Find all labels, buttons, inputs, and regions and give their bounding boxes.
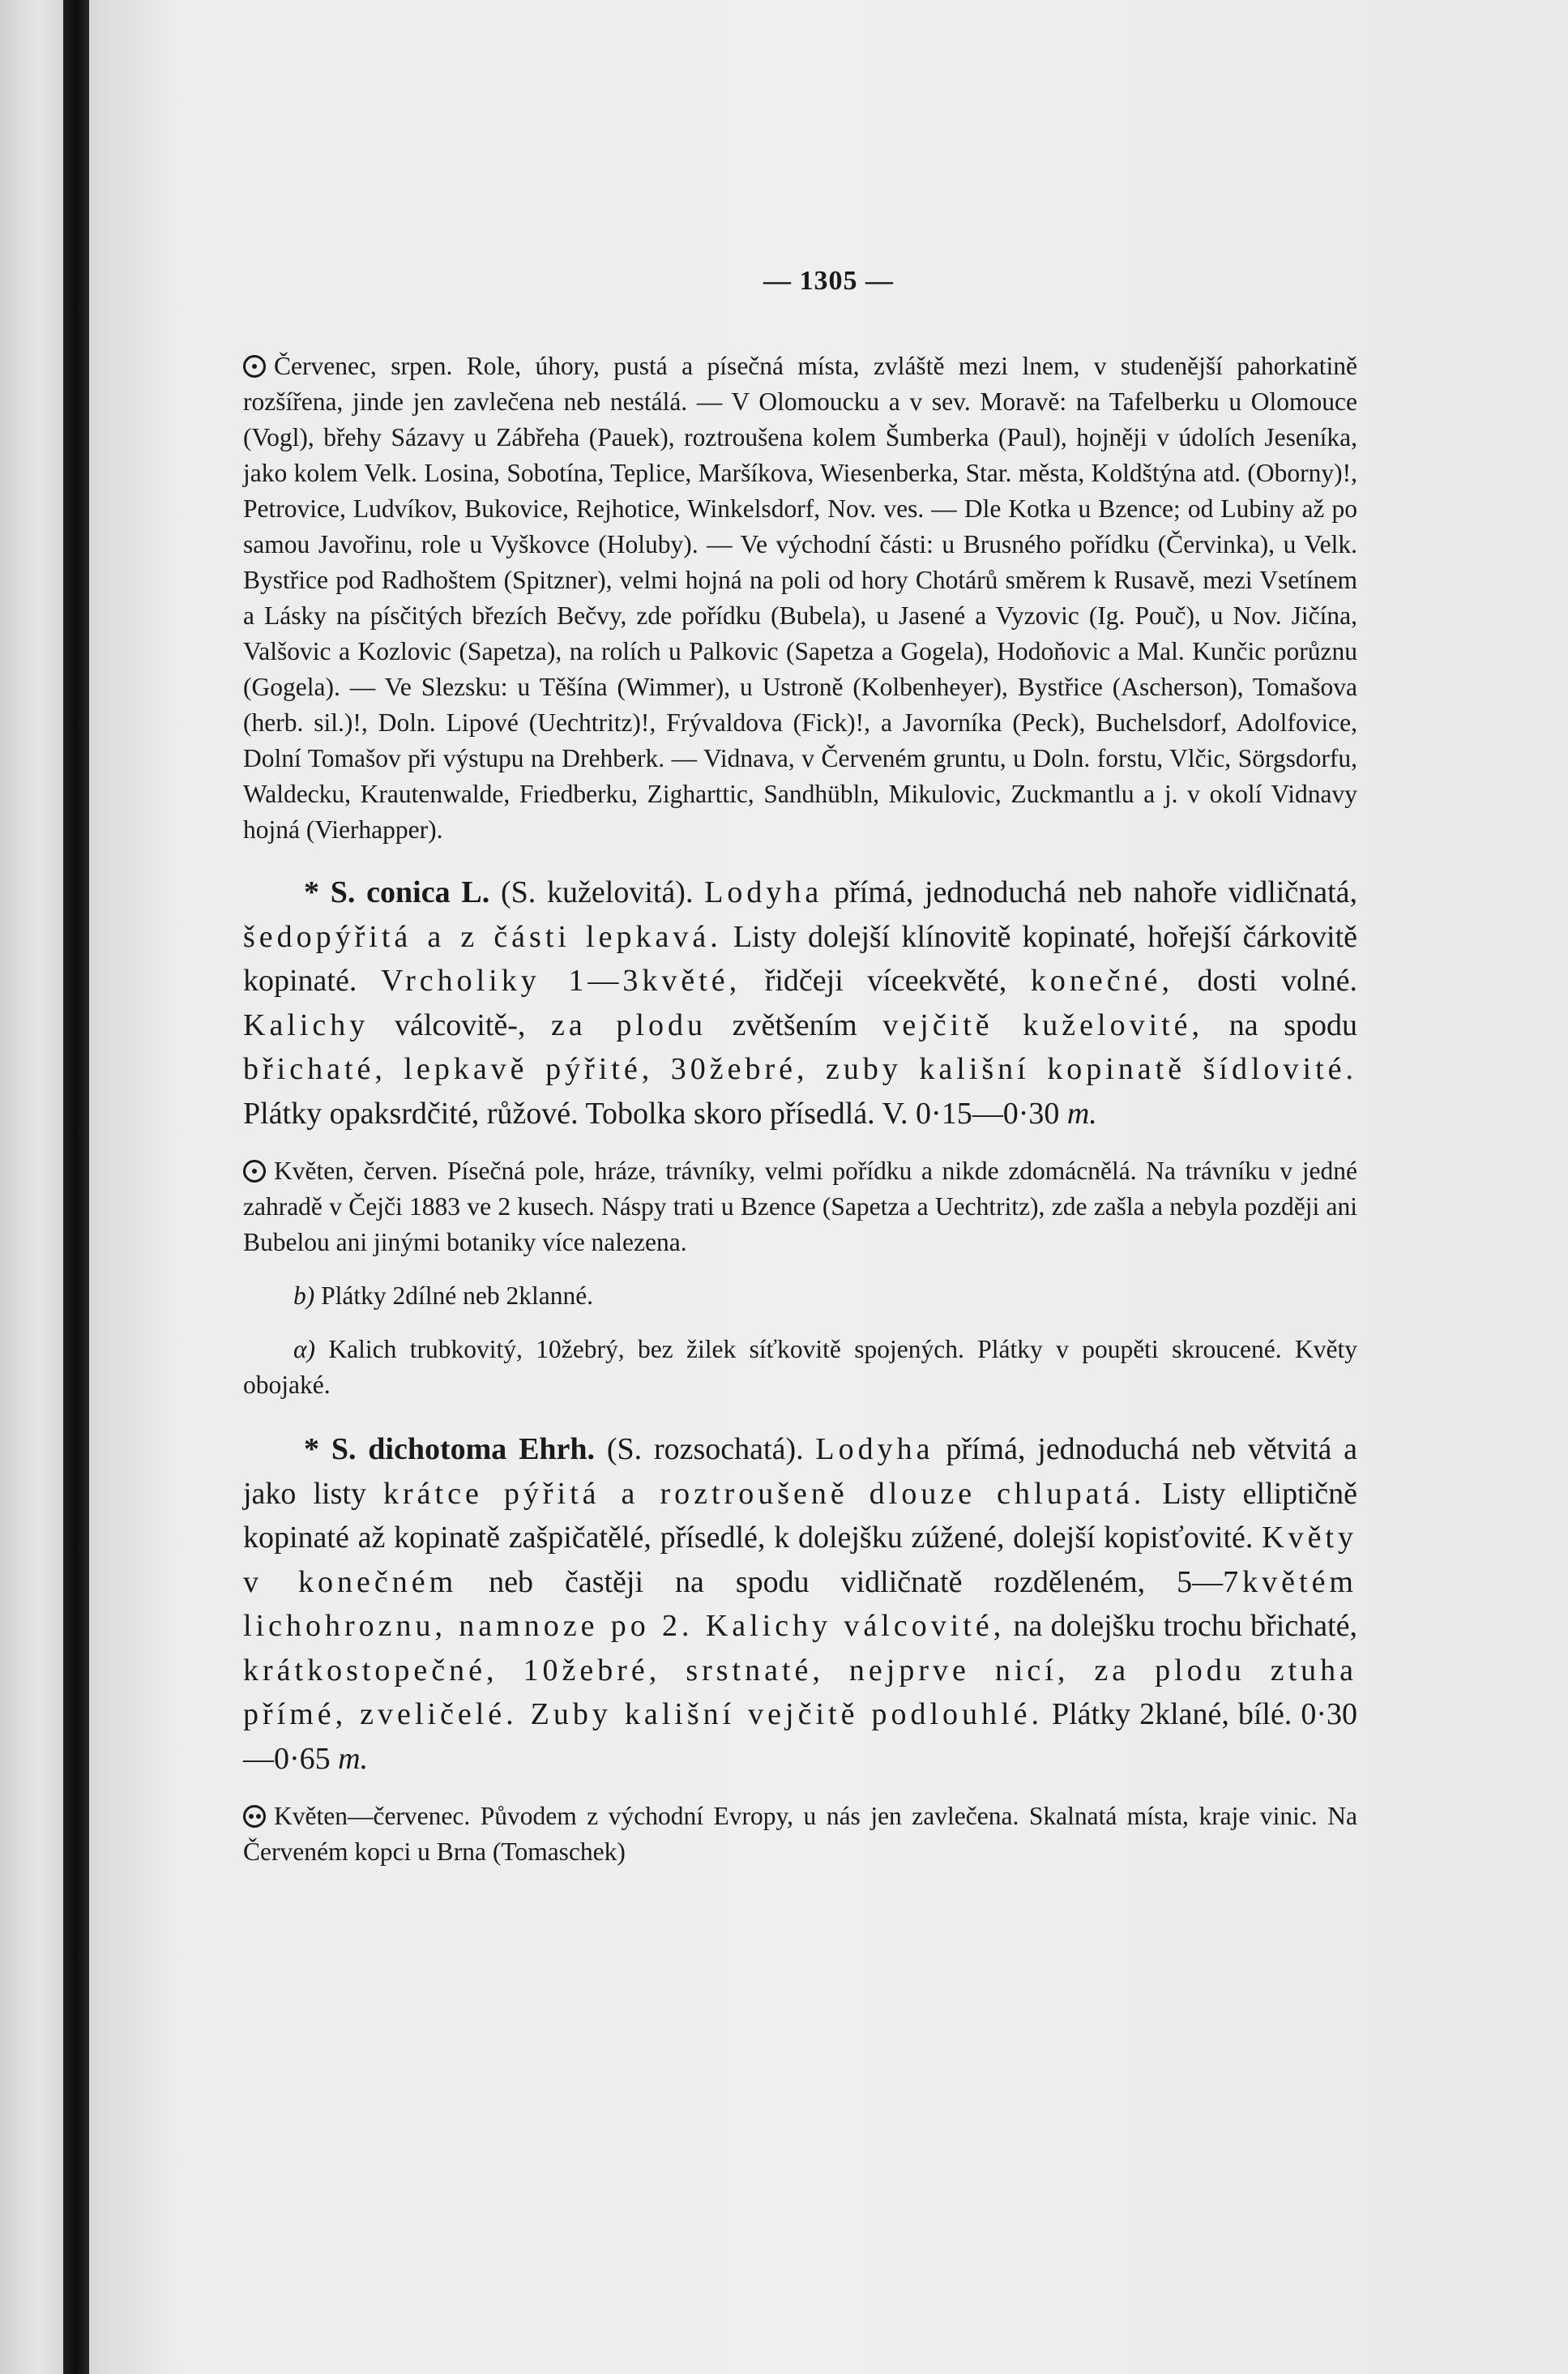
circle-two-dots-icon: [243, 1805, 266, 1828]
text: Listy elliptičně kopinaté až kopinatě zašpičatělé, přísedlé, k dolejšku zúžené, dolejší kopisťovité.: [243, 1476, 1357, 1555]
text: Plátky opaksrdčité, růžové. Tobolka skoro přísedlá. V. 0·15—0·30: [243, 1096, 1067, 1131]
species-czech-name: (S. rozsochatá).: [606, 1432, 804, 1466]
unit: m.: [1066, 1096, 1097, 1131]
facing-page-edge: [0, 0, 63, 2374]
emphasis: krátce pýřitá a roztroušeně dlouze chlupatá.: [383, 1476, 1146, 1511]
emphasis: Lodyha: [815, 1432, 934, 1466]
text: válcovitě-,: [369, 1007, 552, 1042]
species-czech-name: (S. kuželovitá).: [500, 875, 694, 909]
emphasis: Lodyha: [704, 875, 823, 909]
key-text: Kalich trubkovitý, 10žebrý, bez žilek síťkovitě spojených. Plátky v poupěti skroucené. Květy obojaké.: [243, 1335, 1357, 1399]
paragraph-distribution-1: [243, 349, 1357, 848]
species-name: * S. conica L.: [304, 875, 490, 909]
book-gutter: [63, 0, 89, 2374]
emphasis: Vrcholiky 1—3květé,: [380, 964, 741, 998]
key-text: Plátky 2dílné neb 2klanné.: [314, 1281, 594, 1310]
emphasis: Kalichy: [243, 1007, 370, 1042]
key-label: b): [293, 1281, 315, 1310]
text: řidčeji víceekvěté,: [741, 964, 1031, 998]
page-number: — 1305 —: [763, 266, 894, 296]
species-description-conica: [243, 870, 1357, 1136]
paragraph-text: Květen—červenec. Původem z východní Evropy, u nás jen zavlečena. Skalnatá místa, kraje vinic. Na Červeném kopci u Brna (Tomaschek): [243, 1802, 1357, 1866]
text: na spodu: [1203, 1007, 1358, 1042]
species-description-dichotoma: [243, 1427, 1357, 1781]
text: přímá, jednoduchá neb nahoře vidličnatá,: [822, 875, 1357, 909]
text: zvětšením: [706, 1007, 883, 1042]
emphasis: krátkostopečné, 10žebré, srstnaté, nejprve nicí, za plodu ztuha přímé, zveličelé. Zuby kališní vejčitě podlouhlé.: [243, 1653, 1357, 1731]
book-page: [89, 0, 1568, 2374]
paragraph-distribution-2: [243, 1153, 1357, 1260]
emphasis: Květy v konečném: [243, 1521, 1357, 1599]
circle-dot-icon: [243, 355, 266, 378]
emphasis: 7květém lichohroznu, namnoze po 2. Kalichy válcovité,: [243, 1564, 1357, 1643]
text: Listy dolejší klínovitě kopinaté, hořejší čárkovitě kopinaté.: [243, 919, 1357, 998]
emphasis: vejčitě kuželovité,: [882, 1007, 1204, 1042]
paragraph-distribution-3: [243, 1799, 1357, 1870]
key-b: [243, 1278, 1357, 1314]
page-content: [243, 349, 1357, 1870]
emphasis: za plodu: [551, 1007, 707, 1042]
text: neb častěji na spodu vidličnatě rozděleném, 5—: [457, 1564, 1224, 1599]
paragraph-text: Květen, červen. Písečná pole, hráze, trávníky, velmi pořídku a nikde zdomácnělá. Na trávníku v jedné zahradě v Čejči 1883 ve 2 kusech. Náspy trati u Bzence (Sapetza a Uechtritz), zde zašla a nebyla později ani Bubelou ani jinými botaniky více nalezena.: [243, 1157, 1357, 1256]
key-alpha: [243, 1332, 1357, 1403]
emphasis: šedopýřitá a z části lepkavá.: [243, 919, 722, 954]
text: dosti volné.: [1173, 964, 1357, 998]
emphasis: břichaté, lepkavě pýřité, 30žebré, zuby kališní kopinatě šídlovité.: [243, 1052, 1357, 1086]
circle-dot-icon: [243, 1160, 266, 1183]
text: na dolejšku trochu břichaté,: [1005, 1609, 1357, 1643]
emphasis: konečné,: [1030, 964, 1173, 998]
text: Plátky 2klané, bílé. 0·30—0·65: [243, 1697, 1358, 1776]
text: přímá, jednoduchá neb větvitá a jako listy: [243, 1432, 1357, 1511]
unit: m.: [338, 1741, 369, 1776]
species-name: * S. dichotoma Ehrh.: [304, 1432, 596, 1466]
key-label: α): [293, 1335, 316, 1363]
paragraph-text: Červenec, srpen. Role, úhory, pustá a písečná místa, zvláště mezi lnem, v studenější pahorkatině rozšířena, jinde jen zavlečena neb nestálá. — V Olomoucku a v sev. Moravě: na Tafelberku u Olomouce (Vogl), břehy Sázavy u Zábřeha (Pauek), roztroušena kolem Šumberka (Paul), hojněji v údolích Jeseníka, jako kolem Velk. Losina, Sobotína, Teplice, Maršíkova, Wiesenberka, Star. města, Koldštýna atd. (Oborny)!, Petrovice, Ludvíkov, Bukovice, Rejhotice, Winkelsdorf, Nov. ves. — Dle Kotka u Bzence; od Lubiny až po samou Javořinu, role u Vyškovce (Holuby). — Ve východní části: u Brusného pořídku (Červinka), u Velk. Bystřice pod Radhoštem (Spitzner), velmi hojná na poli od hory Chotárů směrem k Rusavě, mezi Vsetínem a Lásky na písčitých březích Bečvy, zde pořídku (Bubela), u Jasené a Vyzovic (Ig. Pouč), u Nov. Jičína, Valšovic a Kozlovic (Sapetza), na rolích u Palkovic (Sapetza a Gogela), Hodoňovic a Mal. Kunčic porůznu (Gogela). — Ve Slezsku: u Těšína (Wimmer), u Ustroně (Kolbenheyer), Bystřice (Ascherson), Tomašova (herb. sil.)!, Doln. Lipové (Uechtritz)!, Frývaldova (Fick)!, a Javorníka (Peck), Buchelsdorf, Adolfovice, Dolní Tomašov při výstupu na Drehberk. — Vidnava, v Červeném gruntu, u Doln. forstu, Vlčic, Sörgsdorfu, Waldecku, Krautenwalde, Friedberku, Zigharttic, Sandhübln, Mikulovic, Zuckmantlu a j. v okolí Vidnavy hojná (Vierhapper).: [243, 352, 1357, 844]
